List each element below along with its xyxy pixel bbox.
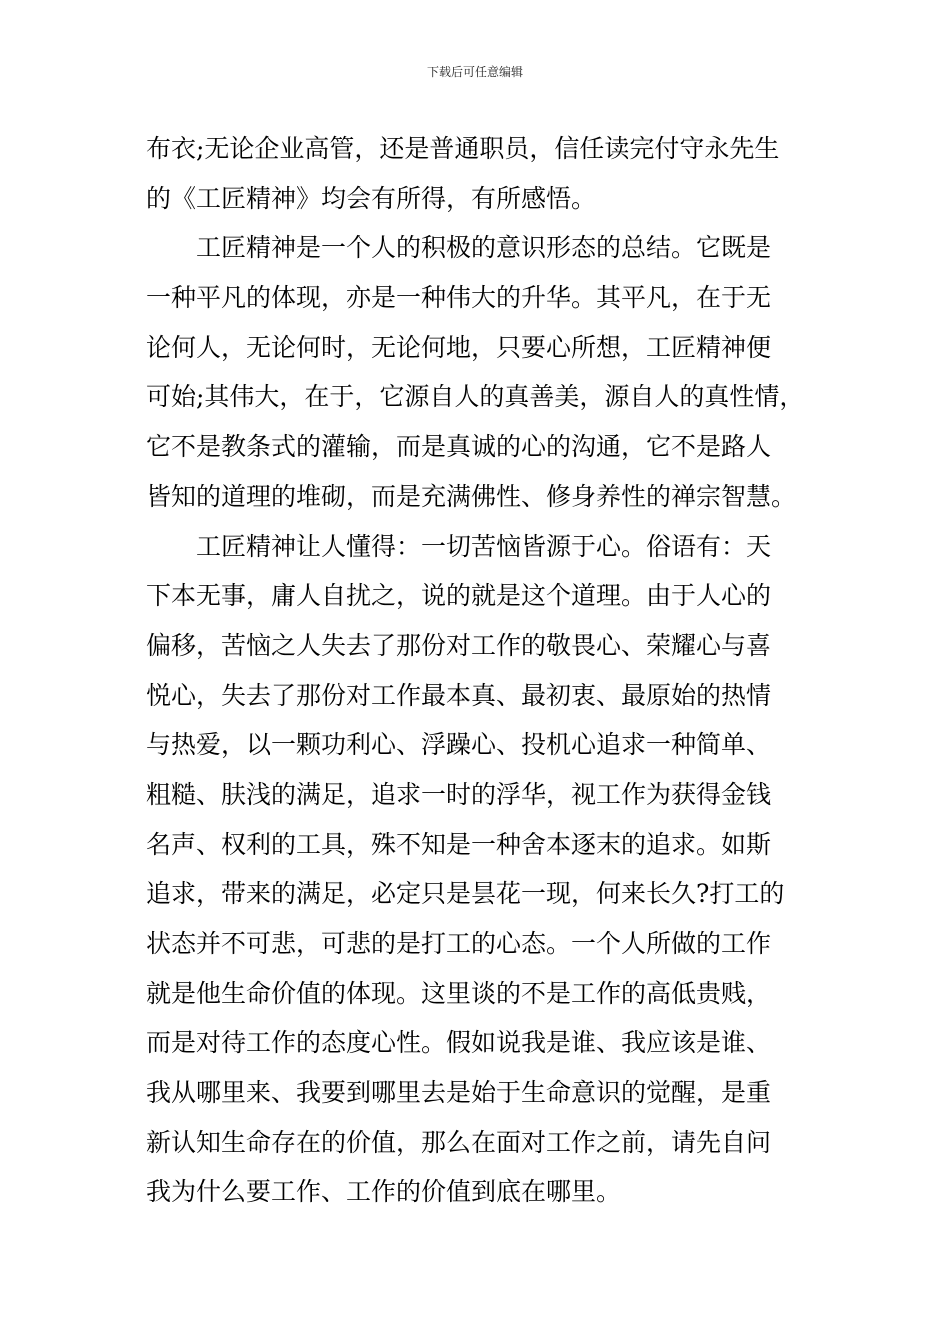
- text-line: 下本无事，庸人自扰之，说的就是这个道理。由于人心的: [146, 581, 772, 611]
- text-line: 的《工匠精神》均会有所得，有所感悟。: [146, 183, 597, 213]
- text-line: 就是他生命价值的体现。这里谈的不是工作的高低贵贱，: [146, 978, 772, 1008]
- page-header: 下载后可任意编辑: [426, 65, 523, 79]
- text-line: 布衣;无论企业高管，还是普通职员，信任读完付守永先生: [146, 134, 780, 163]
- text-line: 悦心，失去了那份对工作最本真、最初衷、最原始的热情: [146, 680, 772, 710]
- paragraph-start-line: 工匠精神是一个人的积极的意识形态的总结。它既是: [196, 233, 772, 263]
- text-line: 新认知生命存在的价值，那么在面对工作之前，请先自问: [146, 1127, 772, 1157]
- text-line: 与热爱，以一颗功利心、浮躁心、投机心追求一种简单、: [146, 730, 772, 760]
- text-line: 皆知的道理的堆砌，而是充满佛性、修身养性的禅宗智慧。: [146, 481, 797, 511]
- text-line: 粗糙、肤浅的满足，追求一时的浮华，视工作为获得金钱: [146, 779, 772, 809]
- text-line: 偏移，苦恼之人失去了那份对工作的敬畏心、荣耀心与喜: [146, 630, 772, 660]
- text-line: 我从哪里来、我要到哪里去是始于生命意识的觉醒，是重: [146, 1078, 772, 1108]
- text-line: 我为什么要工作、工作的价值到底在哪里。: [146, 1177, 622, 1207]
- text-line: 而是对待工作的态度心性。假如说我是谁、我应该是谁、: [146, 1028, 772, 1058]
- text-line: 可始;其伟大，在于，它源自人的真善美，源自人的真性情，: [146, 382, 805, 412]
- text-line: 它不是教条式的灌输，而是真诚的心的沟通，它不是路人: [146, 432, 772, 462]
- text-line: 名声、权利的工具，殊不知是一种舍本逐末的追求。如斯: [146, 829, 772, 859]
- text-line: 追求，带来的满足，必定只是昙花一现，何来长久?打工的: [146, 879, 785, 909]
- text-line: 状态并不可悲，可悲的是打工的心态。一个人所做的工作: [146, 929, 772, 958]
- text-line: 一种平凡的体现，亦是一种伟大的升华。其平凡，在于无: [146, 283, 772, 313]
- body-text: [146, 124, 806, 1217]
- paragraph-start-line: 工匠精神让人懂得：一切苦恼皆源于心。俗语有：天: [196, 531, 772, 561]
- text-line: 论何人，无论何时，无论何地，只要心所想，工匠精神便: [146, 332, 772, 362]
